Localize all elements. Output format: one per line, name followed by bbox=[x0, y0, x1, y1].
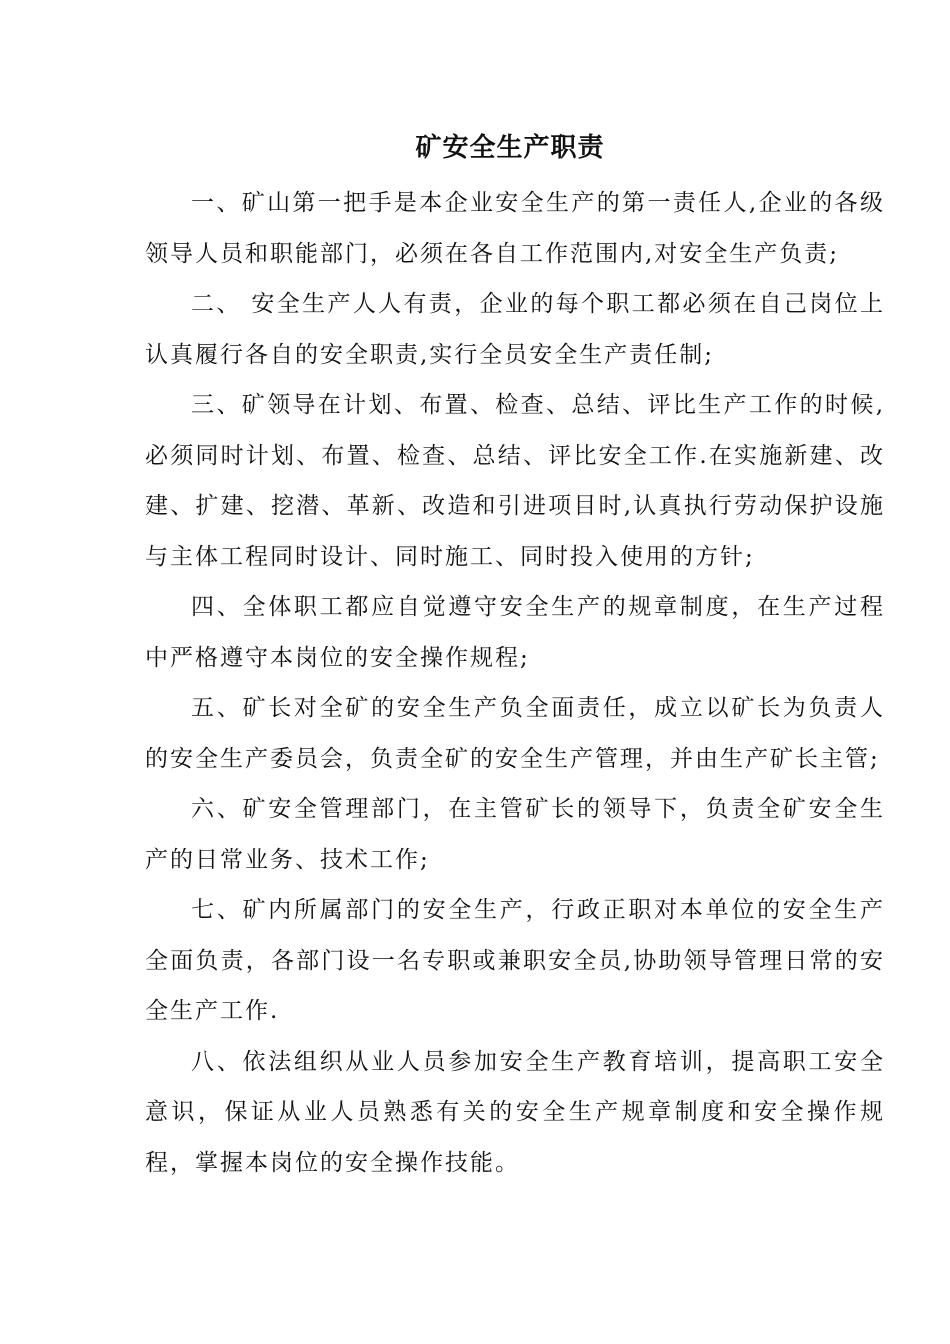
paragraph-7: 七、矿内所属部门的安全生产，行政正职对本单位的安全生产全面负责，各部门设一名专职或兼职安全员,协助领导管理日常的安全生产工作. bbox=[145, 897, 885, 1024]
document-body bbox=[145, 178, 885, 1188]
paragraph-2: 二、 安全生产人人有责，企业的每个职工都必须在自己岗位上认真履行各自的安全职责,实行全员安全生产责任制; bbox=[145, 291, 885, 368]
paragraph-4: 四、全体职工都应自觉遵守安全生产的规章制度，在生产过程中严格遵守本岗位的安全操作规程; bbox=[145, 594, 885, 671]
paragraph-3: 三、矿领导在计划、布置、检查、总结、评比生产工作的时候,必须同时计划、布置、检查、总结、评比安全工作.在实施新建、改建、扩建、挖潜、革新、改造和引进项目时,认真执行劳动保护设施与主体工程同时设计、同时施工、同时投入使用的方针; bbox=[145, 392, 885, 570]
paragraph-5: 五、矿长对全矿的安全生产负全面责任，成立以矿长为负责人的安全生产委员会，负责全矿的安全生产管理，并由生产矿长主管; bbox=[145, 695, 885, 772]
paragraph-8: 八、依法组织从业人员参加安全生产教育培训，提高职工安全意识，保证从业人员熟悉有关的安全生产规章制度和安全操作规程，掌握本岗位的安全操作技能。 bbox=[145, 1048, 885, 1176]
paragraph-1: 一、矿山第一把手是本企业安全生产的第一责任人,企业的各级领导人员和职能部门，必须在各自工作范围内,对安全生产负责; bbox=[145, 190, 885, 267]
paragraph-6: 六、矿安全管理部门，在主管矿长的领导下，负责全矿安全生产的日常业务、技术工作; bbox=[145, 796, 885, 873]
document-title: 矿安全生产职责 bbox=[415, 133, 605, 163]
